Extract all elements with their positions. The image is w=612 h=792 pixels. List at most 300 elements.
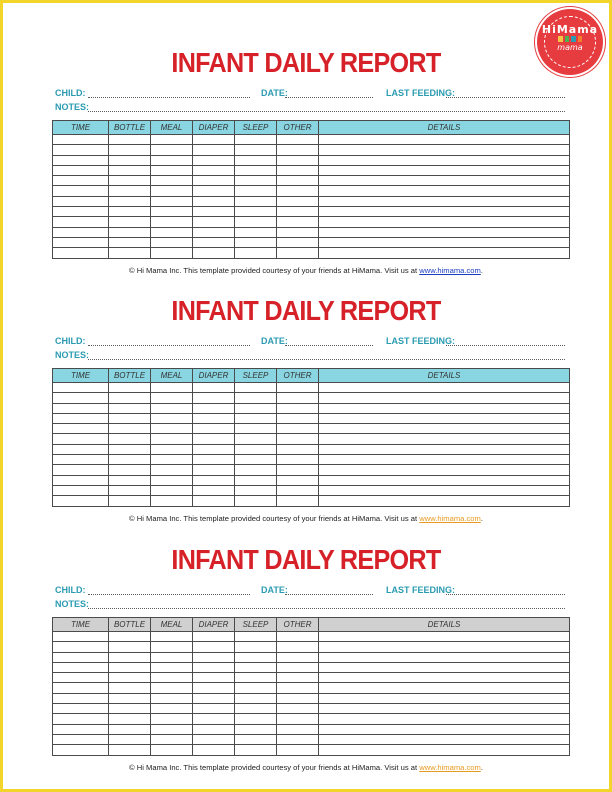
- table-cell[interactable]: [277, 485, 319, 495]
- table-cell[interactable]: [235, 434, 277, 444]
- table-cell[interactable]: [235, 652, 277, 662]
- column-header: BOTTLE: [109, 618, 151, 632]
- table-cell[interactable]: [193, 424, 235, 434]
- table-cell[interactable]: [109, 714, 151, 724]
- table-cell[interactable]: [235, 662, 277, 672]
- table-cell[interactable]: [277, 383, 319, 393]
- table-cell[interactable]: [53, 714, 109, 724]
- column-header: OTHER: [277, 369, 319, 383]
- table-row: [53, 475, 570, 485]
- table-header-row: [53, 618, 570, 632]
- table-cell[interactable]: [151, 176, 193, 186]
- table-row: [53, 248, 570, 258]
- table-cell[interactable]: [277, 237, 319, 247]
- table-cell[interactable]: [319, 632, 570, 642]
- table-cell[interactable]: [151, 724, 193, 734]
- table-header-row: [53, 369, 570, 383]
- column-header: BOTTLE: [109, 369, 151, 383]
- table-cell[interactable]: [151, 237, 193, 247]
- table-cell[interactable]: [277, 424, 319, 434]
- table-cell[interactable]: [193, 135, 235, 145]
- notes-field[interactable]: [88, 359, 565, 360]
- table-cell[interactable]: [109, 724, 151, 734]
- table-cell[interactable]: [193, 496, 235, 506]
- table-cell[interactable]: [53, 662, 109, 672]
- table-cell[interactable]: [193, 165, 235, 175]
- table-cell[interactable]: [109, 413, 151, 423]
- notes-field[interactable]: [88, 111, 565, 112]
- table-cell[interactable]: [277, 662, 319, 672]
- table-cell[interactable]: [53, 165, 109, 175]
- table-cell[interactable]: [193, 485, 235, 495]
- table-cell[interactable]: [53, 704, 109, 714]
- notes-label: NOTES:: [55, 102, 90, 112]
- table-cell[interactable]: [151, 217, 193, 227]
- table-cell[interactable]: [151, 714, 193, 724]
- table-cell[interactable]: [319, 693, 570, 703]
- table-cell[interactable]: [53, 632, 109, 642]
- table-cell[interactable]: [109, 485, 151, 495]
- column-header: SLEEP: [235, 618, 277, 632]
- table-cell[interactable]: [53, 465, 109, 475]
- table-cell[interactable]: [109, 734, 151, 744]
- table-cell[interactable]: [193, 475, 235, 485]
- child-field[interactable]: [88, 345, 250, 346]
- table-cell[interactable]: [277, 135, 319, 145]
- table-cell[interactable]: [319, 186, 570, 196]
- table-cell[interactable]: [235, 135, 277, 145]
- report-title: INFANT DAILY REPORT: [171, 295, 441, 326]
- table-cell[interactable]: [151, 165, 193, 175]
- table-cell[interactable]: [193, 145, 235, 155]
- last-feeding-field[interactable]: [446, 97, 565, 98]
- table-cell[interactable]: [193, 403, 235, 413]
- table-cell[interactable]: [277, 673, 319, 683]
- table-cell[interactable]: [109, 424, 151, 434]
- table-cell[interactable]: [109, 217, 151, 227]
- table-cell[interactable]: [277, 176, 319, 186]
- table-cell[interactable]: [109, 196, 151, 206]
- table-cell[interactable]: [277, 155, 319, 165]
- table-cell[interactable]: [151, 745, 193, 755]
- table-cell[interactable]: [319, 217, 570, 227]
- table-cell[interactable]: [277, 704, 319, 714]
- footer-end: .: [480, 266, 483, 275]
- table-cell[interactable]: [193, 186, 235, 196]
- table-cell[interactable]: [151, 444, 193, 454]
- table-cell[interactable]: [151, 652, 193, 662]
- table-cell[interactable]: [151, 465, 193, 475]
- table-cell[interactable]: [151, 704, 193, 714]
- table-cell[interactable]: [319, 734, 570, 744]
- table-cell[interactable]: [235, 155, 277, 165]
- report-table: [52, 368, 570, 507]
- table-cell[interactable]: [277, 186, 319, 196]
- table-cell[interactable]: [193, 248, 235, 258]
- table-cell[interactable]: [53, 155, 109, 165]
- table-cell[interactable]: [53, 196, 109, 206]
- table-cell[interactable]: [235, 145, 277, 155]
- table-cell[interactable]: [151, 383, 193, 393]
- table-cell[interactable]: [319, 444, 570, 454]
- table-cell[interactable]: [109, 227, 151, 237]
- table-cell[interactable]: [277, 714, 319, 724]
- table-cell[interactable]: [235, 734, 277, 744]
- table-cell[interactable]: [151, 207, 193, 217]
- table-cell[interactable]: [277, 465, 319, 475]
- table-cell[interactable]: [193, 444, 235, 454]
- table-cell[interactable]: [277, 248, 319, 258]
- table-cell[interactable]: [53, 455, 109, 465]
- table-cell[interactable]: [53, 642, 109, 652]
- table-cell[interactable]: [277, 227, 319, 237]
- table-cell[interactable]: [277, 496, 319, 506]
- table-row: [53, 393, 570, 403]
- table-cell[interactable]: [109, 632, 151, 642]
- notes-label: NOTES:: [55, 599, 90, 609]
- table-cell[interactable]: [53, 652, 109, 662]
- table-cell[interactable]: [235, 217, 277, 227]
- table-cell[interactable]: [109, 207, 151, 217]
- table-cell[interactable]: [109, 693, 151, 703]
- table-cell[interactable]: [235, 714, 277, 724]
- table-cell[interactable]: [235, 724, 277, 734]
- table-cell[interactable]: [151, 424, 193, 434]
- himama-link[interactable]: www.himama.com: [419, 763, 481, 772]
- table-cell[interactable]: [235, 475, 277, 485]
- table-cell[interactable]: [109, 465, 151, 475]
- table-cell[interactable]: [109, 652, 151, 662]
- table-cell[interactable]: [151, 434, 193, 444]
- column-header: DIAPER: [193, 618, 235, 632]
- table-cell[interactable]: [319, 135, 570, 145]
- table-cell[interactable]: [319, 475, 570, 485]
- table-cell[interactable]: [277, 724, 319, 734]
- table-cell[interactable]: [193, 207, 235, 217]
- table-row: [53, 155, 570, 165]
- table-cell[interactable]: [53, 227, 109, 237]
- table-cell[interactable]: [53, 673, 109, 683]
- table-cell[interactable]: [109, 135, 151, 145]
- table-cell[interactable]: [109, 475, 151, 485]
- table-cell[interactable]: [235, 485, 277, 495]
- table-cell[interactable]: [53, 248, 109, 258]
- table-cell[interactable]: [151, 413, 193, 423]
- table-cell[interactable]: [277, 734, 319, 744]
- table-cell[interactable]: [235, 237, 277, 247]
- table-cell[interactable]: [193, 237, 235, 247]
- table-cell[interactable]: [277, 444, 319, 454]
- table-cell[interactable]: [109, 248, 151, 258]
- table-cell[interactable]: [193, 217, 235, 227]
- table-cell[interactable]: [109, 434, 151, 444]
- table-cell[interactable]: [151, 227, 193, 237]
- table-cell[interactable]: [109, 704, 151, 714]
- table-cell[interactable]: [319, 642, 570, 652]
- table-cell[interactable]: [235, 642, 277, 652]
- table-cell[interactable]: [319, 424, 570, 434]
- table-cell[interactable]: [193, 734, 235, 744]
- table-cell[interactable]: [319, 496, 570, 506]
- table-cell[interactable]: [109, 673, 151, 683]
- table-cell[interactable]: [193, 704, 235, 714]
- table-cell[interactable]: [53, 475, 109, 485]
- table-cell[interactable]: [235, 248, 277, 258]
- table-cell[interactable]: [53, 724, 109, 734]
- table-cell[interactable]: [109, 186, 151, 196]
- footer-text: © Hi Mama Inc. This template provided courtesy of your friends at HiMama. Visit us at: [129, 514, 420, 523]
- table-cell[interactable]: [193, 383, 235, 393]
- table-cell[interactable]: [109, 683, 151, 693]
- column-header: DETAILS: [319, 369, 570, 383]
- table-row: [53, 642, 570, 652]
- table-cell[interactable]: [151, 135, 193, 145]
- table-cell[interactable]: [277, 165, 319, 175]
- child-field[interactable]: [88, 97, 250, 98]
- table-cell[interactable]: [193, 745, 235, 755]
- table-cell[interactable]: [193, 673, 235, 683]
- table-cell[interactable]: [235, 207, 277, 217]
- last-feeding-field[interactable]: [446, 345, 565, 346]
- table-cell[interactable]: [277, 683, 319, 693]
- table-cell[interactable]: [53, 176, 109, 186]
- table-cell[interactable]: [193, 642, 235, 652]
- table-cell[interactable]: [235, 413, 277, 423]
- table-cell[interactable]: [277, 403, 319, 413]
- table-cell[interactable]: [193, 155, 235, 165]
- table-cell[interactable]: [277, 745, 319, 755]
- table-cell[interactable]: [151, 683, 193, 693]
- table-cell[interactable]: [319, 652, 570, 662]
- table-cell[interactable]: [109, 496, 151, 506]
- table-cell[interactable]: [109, 145, 151, 155]
- table-cell[interactable]: [109, 642, 151, 652]
- table-cell[interactable]: [151, 693, 193, 703]
- table-cell[interactable]: [277, 475, 319, 485]
- himama-link[interactable]: www.himama.com: [419, 514, 481, 523]
- table-cell[interactable]: [151, 485, 193, 495]
- himama-link[interactable]: www.himama.com: [419, 266, 481, 275]
- table-cell[interactable]: [277, 455, 319, 465]
- table-cell[interactable]: [193, 465, 235, 475]
- table-cell[interactable]: [53, 403, 109, 413]
- table-cell[interactable]: [319, 485, 570, 495]
- table-cell[interactable]: [277, 693, 319, 703]
- table-cell[interactable]: [235, 176, 277, 186]
- table-cell[interactable]: [193, 652, 235, 662]
- table-cell[interactable]: [319, 724, 570, 734]
- table-cell[interactable]: [109, 237, 151, 247]
- table-cell[interactable]: [151, 186, 193, 196]
- table-cell[interactable]: [277, 632, 319, 642]
- table-cell[interactable]: [193, 413, 235, 423]
- table-cell[interactable]: [277, 196, 319, 206]
- table-cell[interactable]: [53, 145, 109, 155]
- table-cell[interactable]: [151, 734, 193, 744]
- table-cell[interactable]: [151, 496, 193, 506]
- table-cell[interactable]: [53, 186, 109, 196]
- table-cell[interactable]: [193, 176, 235, 186]
- table-cell[interactable]: [235, 496, 277, 506]
- table-cell[interactable]: [151, 155, 193, 165]
- table-cell[interactable]: [235, 693, 277, 703]
- table-cell[interactable]: [319, 207, 570, 217]
- table-cell[interactable]: [235, 704, 277, 714]
- table-cell[interactable]: [319, 662, 570, 672]
- table-cell[interactable]: [235, 632, 277, 642]
- table-cell[interactable]: [319, 165, 570, 175]
- date-field[interactable]: [285, 97, 373, 98]
- table-cell[interactable]: [319, 403, 570, 413]
- table-cell[interactable]: [151, 632, 193, 642]
- table-cell[interactable]: [319, 413, 570, 423]
- table-cell[interactable]: [193, 683, 235, 693]
- table-cell[interactable]: [319, 465, 570, 475]
- table-cell[interactable]: [193, 434, 235, 444]
- table-cell[interactable]: [53, 207, 109, 217]
- table-cell[interactable]: [53, 734, 109, 744]
- table-cell[interactable]: [109, 455, 151, 465]
- table-cell[interactable]: [109, 393, 151, 403]
- table-cell[interactable]: [53, 383, 109, 393]
- table-cell[interactable]: [193, 393, 235, 403]
- table-cell[interactable]: [109, 745, 151, 755]
- table-cell[interactable]: [53, 693, 109, 703]
- table-cell[interactable]: [53, 424, 109, 434]
- table-cell[interactable]: [109, 403, 151, 413]
- table-cell[interactable]: [235, 196, 277, 206]
- table-cell[interactable]: [319, 383, 570, 393]
- table-cell[interactable]: [53, 485, 109, 495]
- table-cell[interactable]: [319, 237, 570, 247]
- table-cell[interactable]: [235, 393, 277, 403]
- table-cell[interactable]: [53, 683, 109, 693]
- notes-field[interactable]: [88, 608, 565, 609]
- table-cell[interactable]: [53, 434, 109, 444]
- table-cell[interactable]: [151, 455, 193, 465]
- table-row: [53, 724, 570, 734]
- table-cell[interactable]: [319, 176, 570, 186]
- table-cell[interactable]: [53, 135, 109, 145]
- table-cell[interactable]: [193, 693, 235, 703]
- table-cell[interactable]: [53, 413, 109, 423]
- table-cell[interactable]: [235, 165, 277, 175]
- table-row: [53, 176, 570, 186]
- table-cell[interactable]: [319, 434, 570, 444]
- table-cell[interactable]: [319, 248, 570, 258]
- table-cell[interactable]: [319, 455, 570, 465]
- last-feeding-field[interactable]: [446, 594, 565, 595]
- table-cell[interactable]: [235, 444, 277, 454]
- table-cell[interactable]: [319, 714, 570, 724]
- table-cell[interactable]: [109, 662, 151, 672]
- table-cell[interactable]: [151, 248, 193, 258]
- table-row: [53, 485, 570, 495]
- table-cell[interactable]: [277, 393, 319, 403]
- table-cell[interactable]: [319, 227, 570, 237]
- table-cell[interactable]: [109, 176, 151, 186]
- table-cell[interactable]: [151, 662, 193, 672]
- table-cell[interactable]: [277, 217, 319, 227]
- table-cell[interactable]: [235, 186, 277, 196]
- date-field[interactable]: [285, 594, 373, 595]
- table-cell[interactable]: [277, 207, 319, 217]
- table-cell[interactable]: [53, 745, 109, 755]
- table-cell[interactable]: [151, 403, 193, 413]
- table-cell[interactable]: [109, 165, 151, 175]
- child-field[interactable]: [88, 594, 250, 595]
- table-cell[interactable]: [193, 196, 235, 206]
- table-cell[interactable]: [151, 145, 193, 155]
- table-cell[interactable]: [151, 642, 193, 652]
- table-cell[interactable]: [193, 724, 235, 734]
- table-cell[interactable]: [319, 155, 570, 165]
- table-cell[interactable]: [235, 424, 277, 434]
- table-cell[interactable]: [193, 714, 235, 724]
- table-cell[interactable]: [277, 413, 319, 423]
- table-cell[interactable]: [151, 393, 193, 403]
- table-cell[interactable]: [109, 383, 151, 393]
- table-cell[interactable]: [319, 704, 570, 714]
- table-cell[interactable]: [319, 145, 570, 155]
- table-cell[interactable]: [319, 673, 570, 683]
- table-cell[interactable]: [109, 155, 151, 165]
- table-row: [53, 673, 570, 683]
- table-cell[interactable]: [235, 383, 277, 393]
- table-cell[interactable]: [319, 745, 570, 755]
- table-cell[interactable]: [193, 227, 235, 237]
- table-cell[interactable]: [151, 673, 193, 683]
- table-cell[interactable]: [109, 444, 151, 454]
- table-cell[interactable]: [53, 444, 109, 454]
- table-cell[interactable]: [53, 237, 109, 247]
- table-cell[interactable]: [277, 145, 319, 155]
- column-header: BOTTLE: [109, 121, 151, 135]
- table-cell[interactable]: [235, 465, 277, 475]
- table-cell[interactable]: [53, 496, 109, 506]
- table-cell[interactable]: [53, 217, 109, 227]
- table-cell[interactable]: [235, 673, 277, 683]
- table-cell[interactable]: [53, 393, 109, 403]
- last-feeding-label: LAST FEEDING:: [386, 585, 455, 595]
- column-header: SLEEP: [235, 121, 277, 135]
- table-cell[interactable]: [277, 652, 319, 662]
- table-cell[interactable]: [277, 642, 319, 652]
- table-cell[interactable]: [151, 475, 193, 485]
- table-cell[interactable]: [193, 455, 235, 465]
- table-cell[interactable]: [193, 662, 235, 672]
- column-header: OTHER: [277, 121, 319, 135]
- column-header: OTHER: [277, 618, 319, 632]
- table-cell[interactable]: [319, 683, 570, 693]
- table-cell[interactable]: [151, 196, 193, 206]
- table-cell[interactable]: [319, 196, 570, 206]
- column-header: SLEEP: [235, 369, 277, 383]
- table-cell[interactable]: [235, 455, 277, 465]
- table-cell[interactable]: [235, 745, 277, 755]
- report-title: INFANT DAILY REPORT: [171, 47, 441, 78]
- date-field[interactable]: [285, 345, 373, 346]
- table-cell[interactable]: [193, 632, 235, 642]
- table-cell[interactable]: [235, 683, 277, 693]
- table-cell[interactable]: [319, 393, 570, 403]
- table-cell[interactable]: [235, 403, 277, 413]
- table-cell[interactable]: [277, 434, 319, 444]
- table-row: [53, 662, 570, 672]
- table-row: [53, 237, 570, 247]
- table-cell[interactable]: [235, 227, 277, 237]
- footer: [3, 266, 609, 275]
